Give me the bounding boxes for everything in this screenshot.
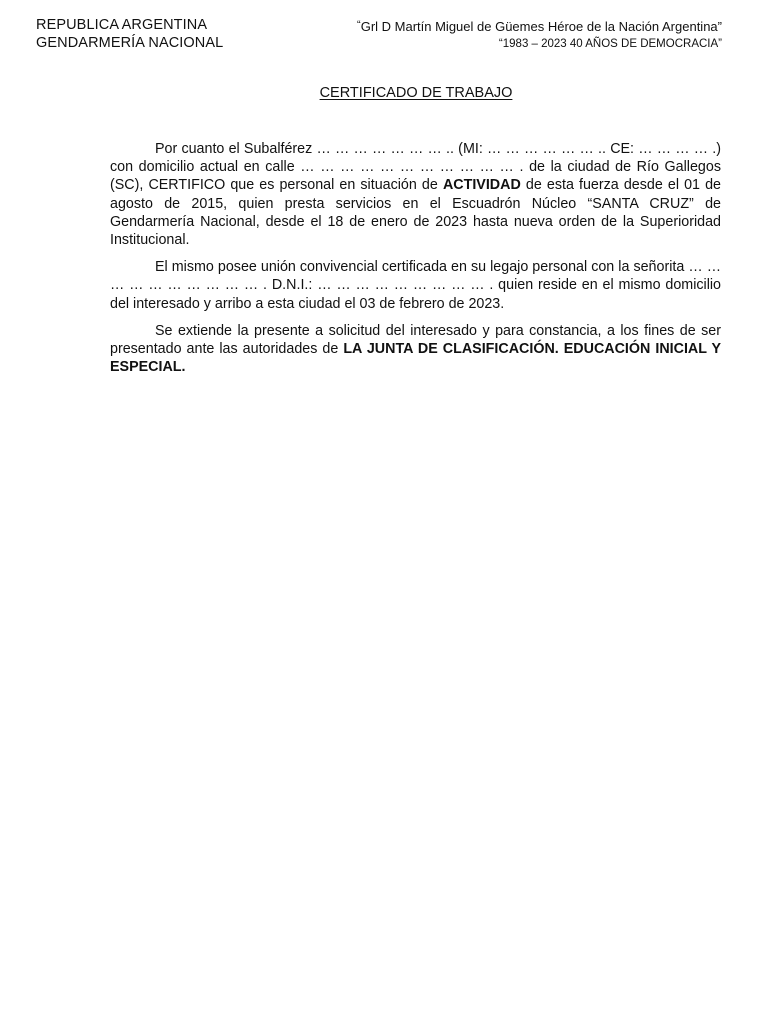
motto-close-quote: ”: [717, 19, 722, 34]
institution-header: [36, 16, 223, 52]
institution-name: GENDARMERÍA NACIONAL: [36, 35, 224, 51]
motto-header: [357, 16, 722, 53]
activity-status: ACTIVIDAD: [442, 177, 521, 194]
motto-open-quote: “: [357, 19, 361, 31]
guemes-motto-text: Grl D Martín Miguel de Güemes Héroe de la Nación Argentina: [360, 19, 718, 34]
paragraph-activity-text-end: de esta fuerza desde el 01 de agosto de 2015, quien presta servicios en el Escuadrón Núcleo “SANTA CRUZ” de Gendarmería Nacional, desde el 18 de enero de 2023 hasta nueva orden de la Superioridad Institucional.: [110, 177, 721, 249]
paragraph-activity: [110, 140, 721, 249]
guemes-motto: [357, 16, 722, 36]
paragraph-cohabitation: El mismo posee unión convivencial certificada en su legajo personal con la señorita … … … … … … … … … … . D.N.I.: … … … … … … … … … . quien reside en el mismo domicilio del interesado y arribo a esta ciudad el 03 de febrero de 2023.: [110, 259, 721, 312]
paragraph-activity-text-start: Por cuanto el Subalférez … … … … … … … .. (MI: … … … … … … .. CE: … … … … .) con domicilio actual en calle … … … … … … … … … … … . de la ciudad de Río Gallegos (SC), CERTIFICO que es personal en situación de: [110, 141, 721, 194]
paragraph-purpose-text: Se extiende la presente a solicitud del interesado y para constancia, a los fines de ser presentado ante las autoridades de: [110, 322, 721, 358]
paragraph-purpose: [110, 322, 721, 377]
document-title: CERTIFICADO DE TRABAJO: [319, 85, 513, 101]
democracy-motto: “1983 – 2023 40 AÑOS DE DEMOCRACIA”: [498, 38, 722, 50]
recipient-authority: LA JUNTA DE CLASIFICACIÓN. EDUCACIÓN INICIAL Y ESPECIAL.: [110, 341, 722, 376]
certificate-body: [110, 140, 721, 385]
country-name: REPUBLICA ARGENTINA: [36, 17, 208, 33]
